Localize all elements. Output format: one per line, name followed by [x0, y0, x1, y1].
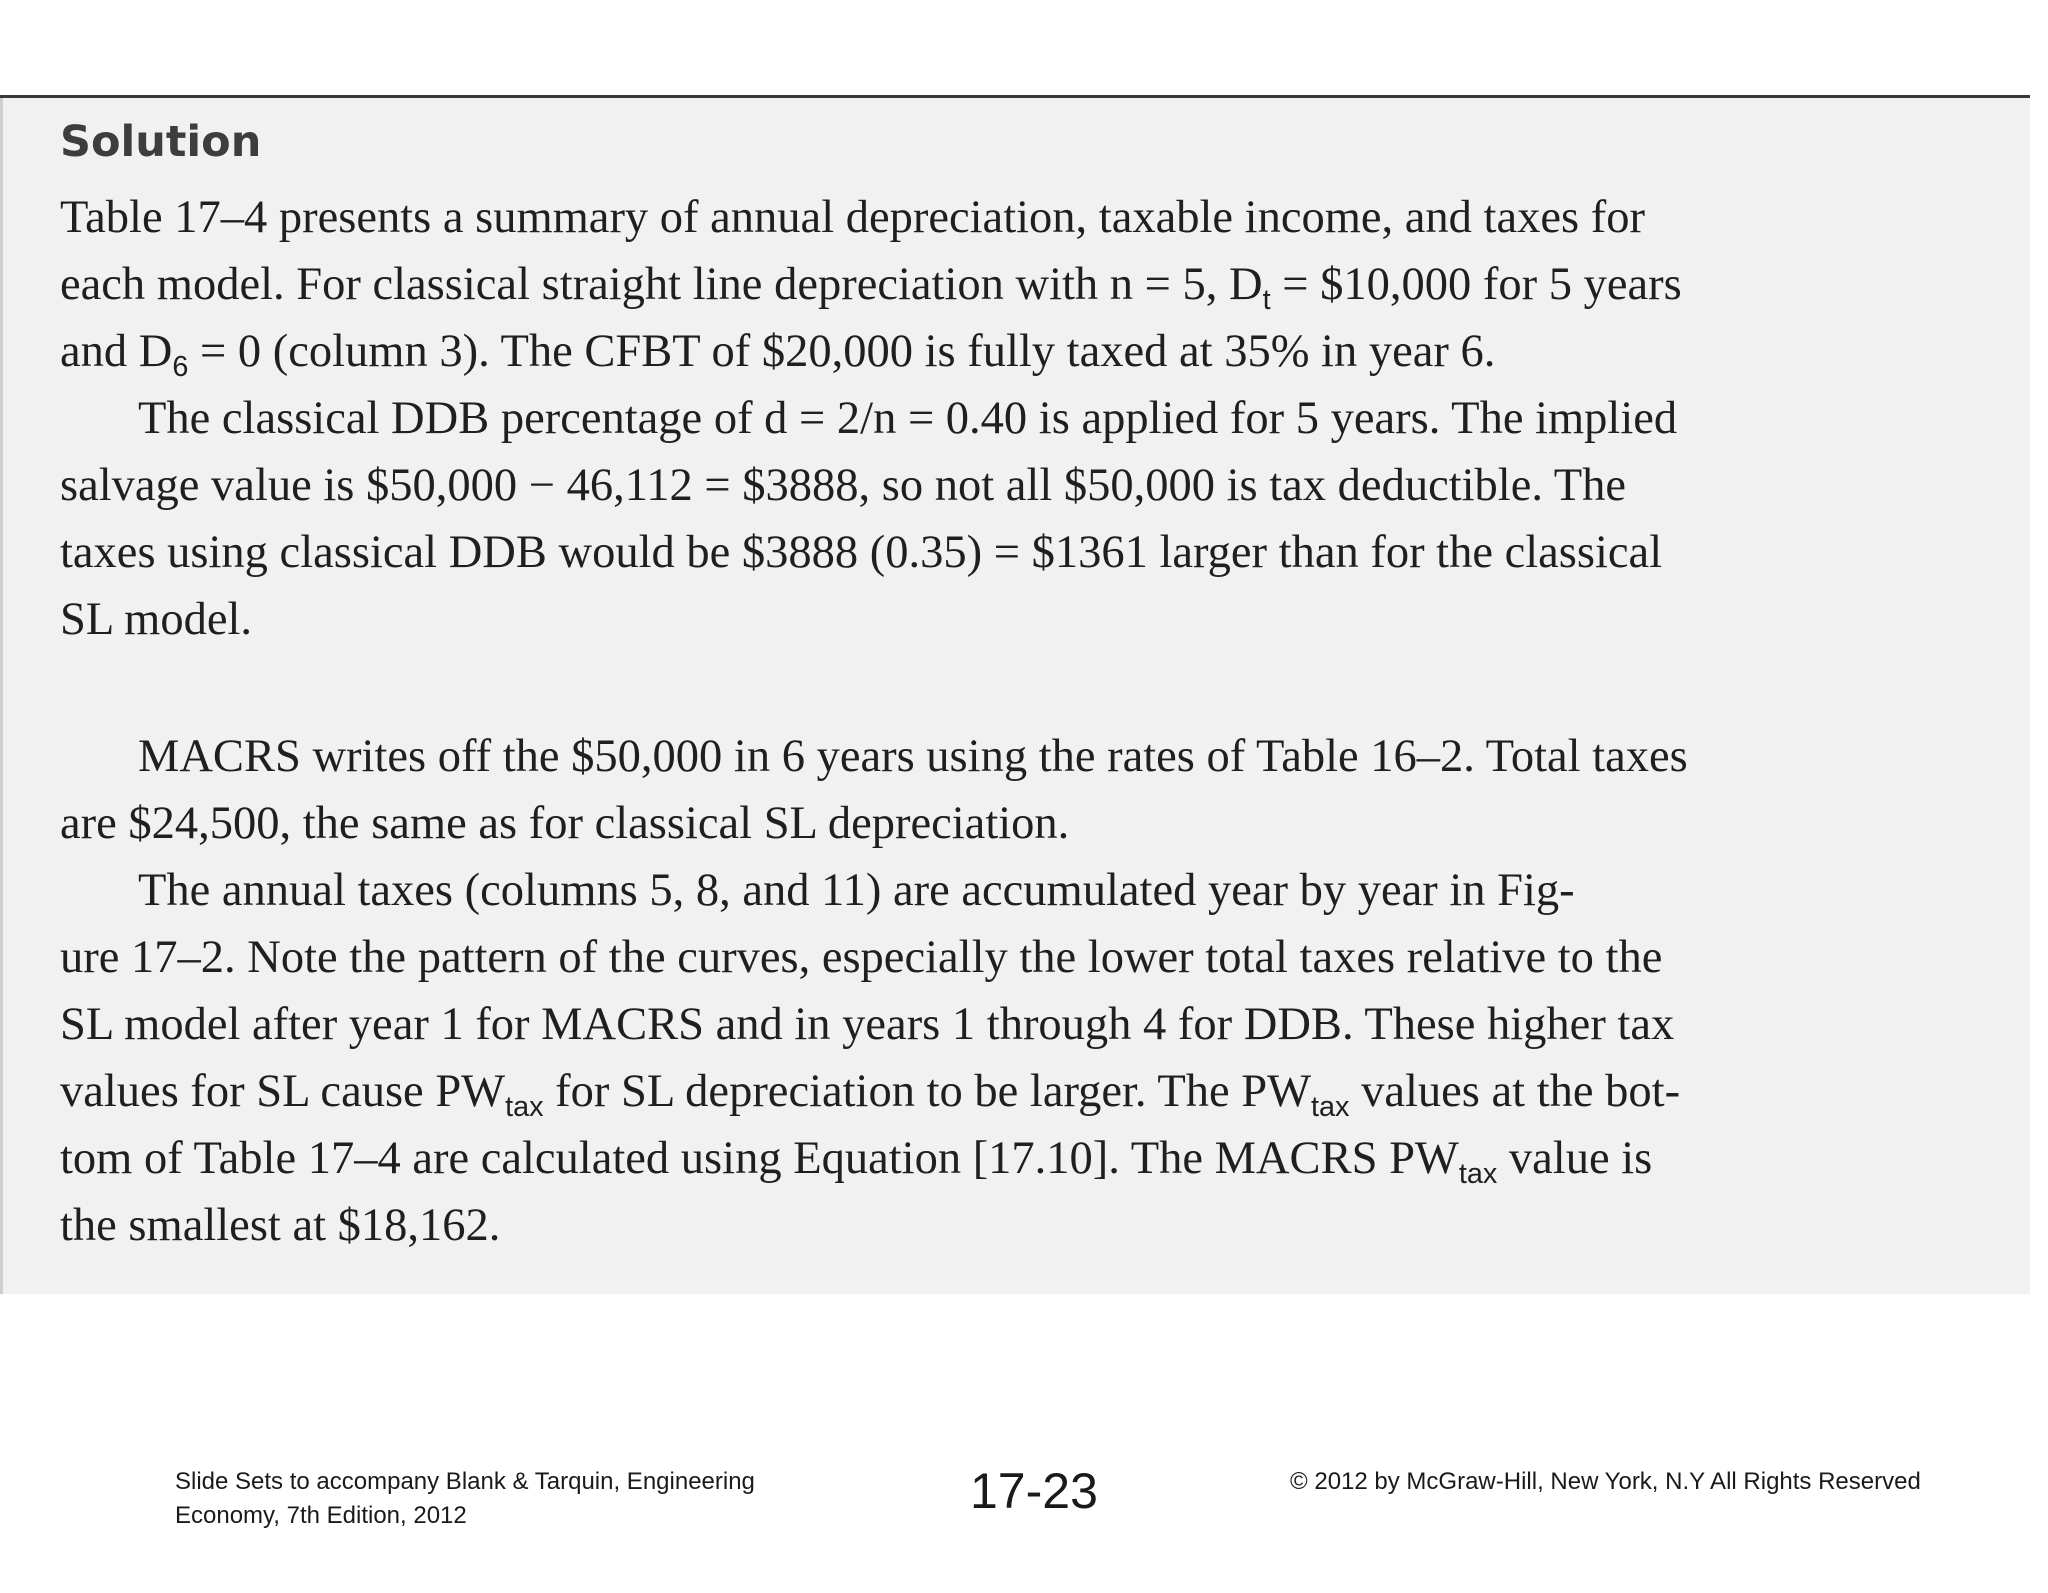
paragraph-4-line-2: ure 17–2. Note the pattern of the curves, especially the lower total taxes relative to the	[60, 932, 1663, 983]
paragraph-1-line-1: Table 17–4 presents a summary of annual depreciation, taxable income, and taxes for	[60, 192, 1645, 243]
paragraph-4-line-1: The annual taxes (columns 5, 8, and 11) are accumulated year by year in Fig-	[138, 865, 1575, 916]
paragraph-1-line-2: each model. For classical straight line depreciation with n = 5, $D_t$ = $10,000 for 5 years	[60, 259, 1682, 317]
paragraph-4-line-4: values for SL cause $PW_{tax}$ for SL depreciation to be larger. The $PW_{tax}$ values at the bot-	[60, 1066, 1681, 1124]
paragraph-2-line-2: salvage value is $50,000 − 46,112 = $3888, so not all $50,000 is tax deductible. The	[60, 460, 1627, 511]
paragraph-4	[60, 857, 1970, 1259]
paragraph-4-line-5: tom of Table 17–4 are calculated using Equation [17.10]. The MACRS $PW_{tax}$ value is	[60, 1133, 1653, 1191]
slide-page-number: 17-23	[970, 1463, 1098, 1519]
solution-heading: Solution	[60, 117, 262, 167]
paragraph-3-line-2: are $24,500, the same as for classical SL depreciation.	[60, 798, 1070, 849]
paragraph-1	[60, 184, 1970, 385]
paragraph-1-line-3: and $D_6 = 0$ (column 3). The CFBT of $20,000 is fully taxed at 35% in year 6.	[60, 326, 1496, 384]
paragraph-4-line-3: SL model after year 1 for MACRS and in years 1 through 4 for DDB. These higher tax	[60, 999, 1675, 1050]
footer-source-line-2: Economy, 7th Edition, 2012	[175, 1502, 467, 1529]
paragraph-3-line-1: MACRS writes off the $50,000 in 6 years using the rates of Table 16–2. Total taxes	[138, 731, 1688, 782]
paragraph-3	[60, 723, 1970, 857]
footer-source-line-1: Slide Sets to accompany Blank & Tarquin, Engineering	[175, 1468, 755, 1495]
paragraph-2	[60, 385, 1970, 653]
paragraph-4-line-6: the smallest at $18,162.	[60, 1200, 501, 1251]
paragraph-2-line-1: The classical DDB percentage of d = 2/n = 0.40 is applied for 5 years. The implied	[138, 393, 1678, 444]
paragraph-2-line-4: SL model.	[60, 594, 253, 645]
paragraph-2-line-3: taxes using classical DDB would be $3888 (0.35) = $1361 larger than for the classical	[60, 527, 1663, 578]
footer-source-credit	[175, 1465, 815, 1533]
footer-copyright: © 2012 by McGraw-Hill, New York, N.Y All Rights Reserved	[1290, 1468, 1921, 1495]
